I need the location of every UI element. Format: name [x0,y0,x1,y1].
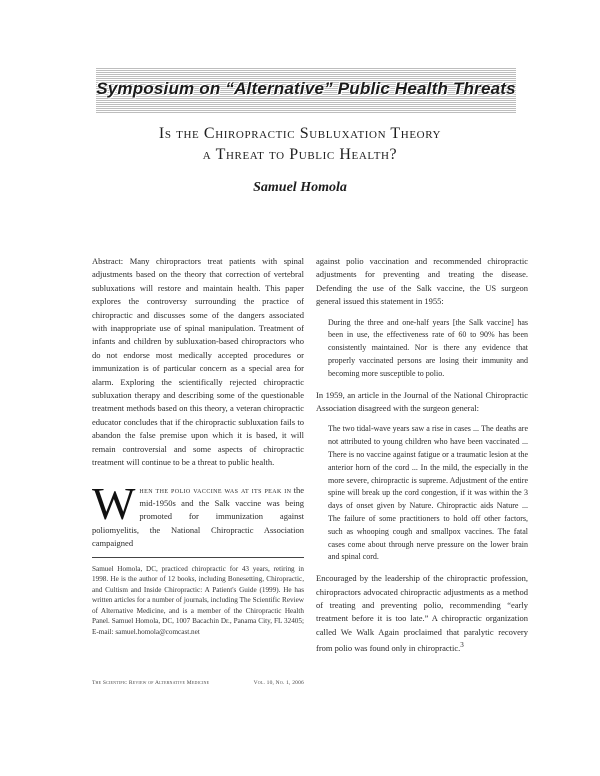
opening-paragraph [92,477,304,551]
author-note-divider [92,557,304,558]
opening-text: the mid-1950s and the Salk vaccine was being promoted for immunization against poliomyelitis, the National Chiropractic Association campaigned [92,484,304,549]
block-quote-1: During the three and one-half years [the Salk vaccine] has been in use, the effectiveness rate of 60 to 90% has been consistently maintained. Nor is there any evidence that properly vaccinated persons are losing their immunity and becoming more susceptible to polio. [328,317,528,378]
footnote-reference: 3 [460,641,464,650]
article-author: Samuel Homola [253,180,347,195]
right-paragraph-2: In 1959, an article in the Journal of the National Chiropractic Association disagreed with the surgeon general: [316,389,528,414]
opening-lead-caps: hen the polio vaccine was at its peak in [139,484,292,495]
journal-name-footer: The Scientific Review of Alternative Medicine [92,680,210,686]
right-paragraph-3-text: Encouraged by the leadership of the chiropractic profession, chiropractors advocated chiropractic adjustments as a method of treating and preventing polio, recommending “early treatment before it is too late.” A chiropractic organization called We Walk Again proclaimed that paralytic recovery from polio was found only in chiropractic. [316,573,528,654]
page-footer [92,680,304,686]
right-paragraph-3 [316,572,528,655]
drop-cap-letter: W [92,477,136,529]
article-title [60,123,540,165]
symposium-banner-title: Symposium on “Alternative” Public Health Threats [96,79,516,98]
article-title-line-2: a Threat to Public Health? [202,146,398,163]
article-title-line-1: Is the Chiropractic Subluxation Theory [158,125,442,142]
abstract-paragraph: Abstract: Many chiropractors treat patients with spinal adjustments based on the theory that correction of vertebral subluxations will restore and maintain health. This paper explores the controversy surrounding the practice of chiropractic and discusses some of the dangers associated with inappropriate use of spinal manipulation. Treatment of infants and children by subluxation-based chiropractors who do not endorse most medically accepted procedures or immunization is of particular concern as a special area for alarm. Exploring the scientifically rejected chiropractic subluxation therapy and describing some of the questionable treatment methods based on this theory, a veteran chiropractic educator concludes that if the chiropractic subluxation fails to abandon the false premise upon which it is based, it will remain controversial and some aspects of chiropractic treatment will continue to be a threat to public health. [92,256,304,468]
left-column [92,255,304,637]
journal-issue-footer: Vol. 10, No. 1, 2006 [253,680,304,686]
author-biography-note: Samuel Homola, DC, practiced chiropractic for 43 years, retiring in 1998. He is the author of 12 books, including Bonesetting, Chiropractic, and Cultism and Inside Chiropractic: A Patient's Guide (1999). He has written articles for a number of journals, including The Scientific Review of Alternative Medicine, and is a member of the Chiropractic Health Panel. Samuel Homola, DC, 1007 Bacachin Dr., Panama City, FL 32405; E-mail: samuel.homola@comcast.net [92,564,304,636]
symposium-banner [96,68,516,114]
right-column [316,255,528,663]
right-paragraph-1: against polio vaccination and recommended chiropractic adjustments for preventing and treating the disease. Defending the use of the Salk vaccine, the US surgeon general issued this statement in 1955: [316,256,528,307]
block-quote-2: The two tidal-wave years saw a rise in cases ... The deaths are not attributed to young children who have been vaccinated ... There is no vaccine against fatigue or a traumatic lesion at the anterior horn of the cord ... In the mild, the especially in the more severe, chiropractic is supreme. Adjustment of the entire spine will break up the cord congestion, if it was within the 3 days of onset given by Nature. Chiropractic aids Nature ... The failure of some practitioners to hold off other factors, such as whooping cough and smallpox vaccines. The fatal cases come about through nerve pressure on the lower brain and spinal cord. [328,424,528,562]
